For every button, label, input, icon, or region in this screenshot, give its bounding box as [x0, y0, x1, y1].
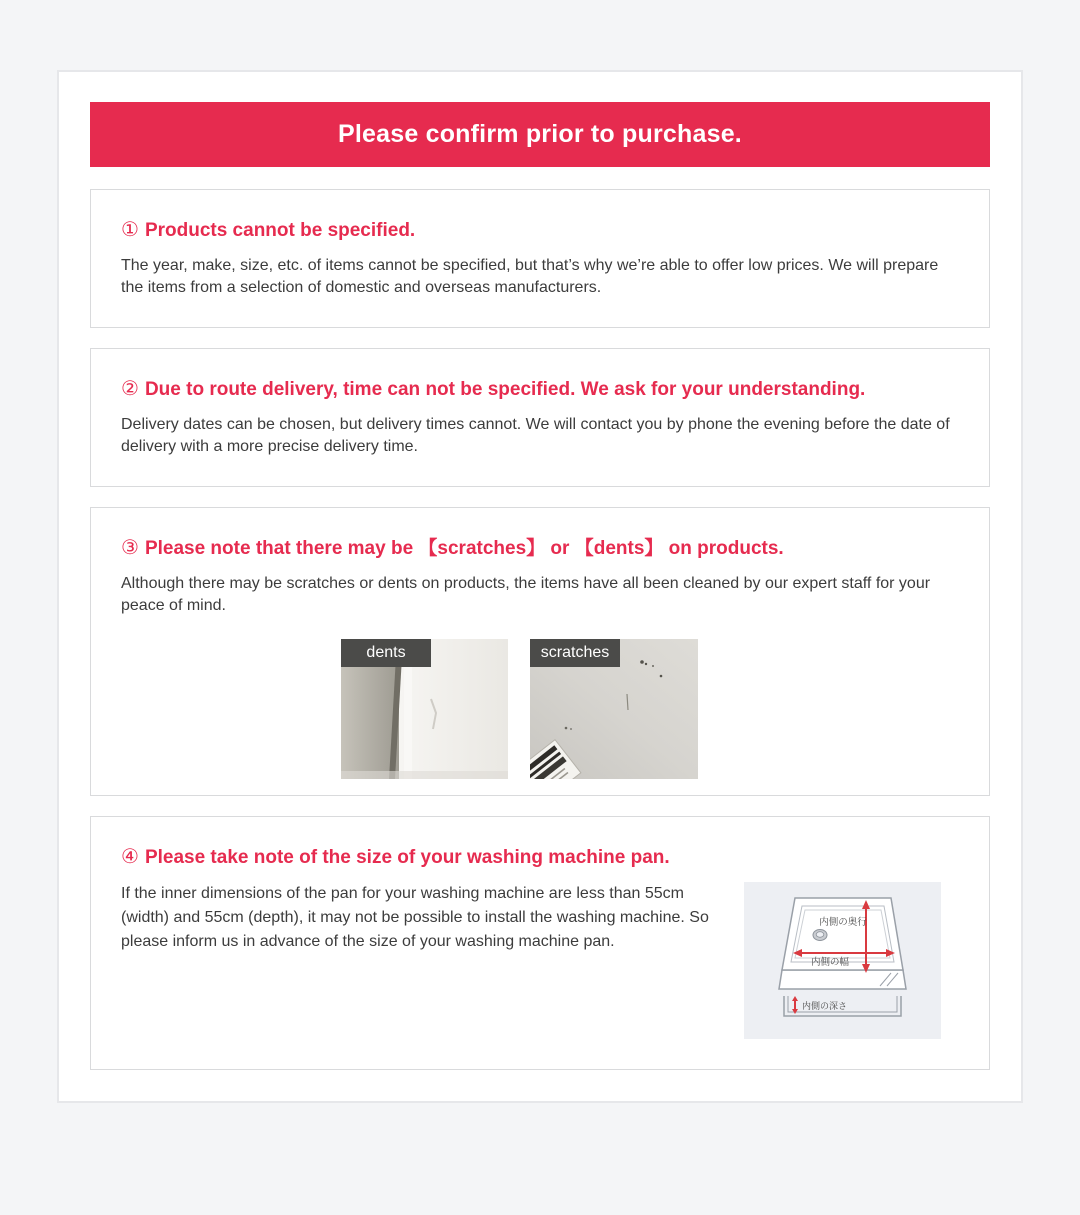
- section-heading-text: Please take note of the size of your washing machine pan.: [144, 847, 670, 868]
- section-heading-text: Due to route delivery, time can not be specified. We ask for your understanding.: [144, 379, 866, 400]
- pan-side: [779, 970, 906, 989]
- section-heading-text: Please note that there may be 【scratches】 or 【dents】 on products.: [144, 538, 784, 559]
- section-heading: [121, 845, 959, 870]
- section-scratches-dents: [90, 507, 990, 796]
- section-heading-text: Products cannot be specified.: [144, 220, 416, 241]
- section-number-badge: ④: [121, 846, 139, 868]
- dents-photo: [341, 639, 508, 779]
- section-body-text: The year, make, size, etc. of items cannot be specified, but that’s why we’re able to offer low prices. We will prepare the items from a selection of domestic and overseas manufacturers.: [121, 257, 939, 296]
- section-number-badge: ②: [121, 378, 139, 400]
- section-heading: [121, 377, 959, 402]
- photo-label: scratches: [530, 639, 620, 667]
- section-products-not-specified: [90, 189, 990, 328]
- diagram-label-inner-depth-side: 内側の深さ: [802, 1001, 848, 1011]
- section-heading: [121, 218, 959, 243]
- diagram-label-inner-width: 内側の幅: [810, 957, 850, 968]
- scratches-photo: [530, 639, 698, 779]
- section-number-badge: ①: [121, 219, 139, 241]
- example-photo-row: [341, 639, 959, 779]
- section-washing-machine-pan: [90, 816, 990, 1070]
- washing-pan-diagram-image: [744, 882, 941, 1039]
- banner-title: Please confirm prior to purchase.: [90, 102, 990, 167]
- section-heading: [121, 536, 959, 561]
- section-body-text: Although there may be scratches or dents on products, the items have all been cleaned by our expert staff for your peace of mind.: [121, 575, 931, 614]
- section-body-text: Delivery dates can be chosen, but delivery times cannot. We will contact you by phone the evening before the date of delivery with a more precise delivery time.: [121, 416, 950, 455]
- section-route-delivery: [90, 348, 990, 487]
- section-number-badge: ③: [121, 537, 139, 559]
- washing-pan-diagram: [744, 882, 941, 1044]
- confirmation-card: [57, 70, 1023, 1103]
- section-body-text: If the inner dimensions of the pan for your washing machine are less than 55cm (width) and 55cm (depth), it may not be possible to install the washing machine. So please inform us in advance of the size of your washing machine pan.: [121, 885, 709, 950]
- photo-label: dents: [341, 639, 431, 667]
- diagram-label-inner-depth-top: 内側の奥行: [819, 917, 867, 928]
